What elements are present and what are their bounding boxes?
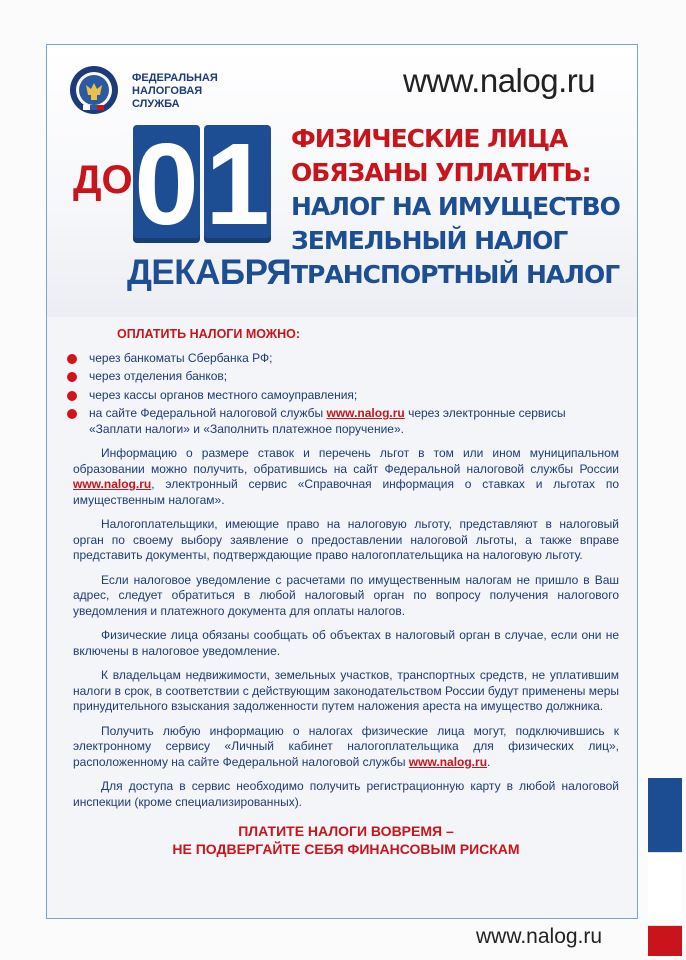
nalog-link[interactable]: www.nalog.ru bbox=[408, 754, 488, 769]
paragraph: Если налоговое уведомление с расчетами по имущественным налогам не пришло в Ваш адрес, следует обратиться в любой налоговый орган по вопросу получения налогового уведомления и платежного документа для оплаты налогов. bbox=[73, 572, 619, 618]
paragraph-text: Информацию о размере ставок и перечень льгот в том или ином муниципальном образовании можно получить, обратившись на сайт Федеральной налоговой службы России bbox=[73, 446, 619, 476]
org-name bbox=[132, 72, 252, 111]
list-item-text: через банкоматы Сбербанка РФ; bbox=[89, 350, 273, 365]
slogan-line1: ПЛАТИТЕ НАЛОГИ ВОВРЕМЯ – bbox=[238, 823, 454, 839]
headline-line: НАЛОГ НА ИМУЩЕСТВО bbox=[291, 192, 620, 221]
header bbox=[47, 45, 637, 317]
paragraph-text: , электронный сервис «Справочная информация о ставках и льготах по имущественным налогам». bbox=[73, 477, 619, 507]
red-dot-icon bbox=[67, 372, 77, 382]
headline-line: ТРАНСПОРТНЫЙ НАЛОГ bbox=[291, 260, 620, 289]
list-item bbox=[73, 388, 619, 404]
red-dot-icon bbox=[67, 354, 77, 364]
slogan-line2: НЕ ПОДВЕРГАЙТЕ СЕБЯ ФИНАНСОВЫМ РИСКАМ bbox=[172, 841, 520, 857]
headline-line: ФИЗИЧЕСКИЕ ЛИЦА bbox=[291, 124, 568, 153]
nalog-link[interactable]: www.nalog.ru bbox=[73, 477, 152, 491]
slogan bbox=[73, 822, 619, 858]
website-url-bottom: www.nalog.ru bbox=[476, 925, 603, 948]
headline bbox=[291, 122, 636, 292]
red-dot-icon bbox=[67, 391, 77, 401]
decor-stripe-blue bbox=[648, 778, 682, 852]
nalog-link[interactable]: www.nalog.ru bbox=[326, 406, 405, 420]
list-item-text: на сайте Федеральной налоговой службы bbox=[89, 406, 327, 420]
list-item-text: через кассы органов местного самоуправления; bbox=[89, 387, 358, 402]
red-dot-icon bbox=[67, 409, 77, 419]
payment-methods-list bbox=[73, 351, 619, 438]
paragraph-text: . bbox=[487, 754, 491, 769]
body-text bbox=[73, 327, 619, 858]
paragraph: К владельцам недвижимости, земельных участков, транспортных средств, не уплатившим налоги в срок, в соответствии с действующим законодательством России будут применены меры принудительного взыскания задолженности путем наложения ареста на имущество должника. bbox=[73, 668, 619, 713]
decor-stripe-red bbox=[648, 926, 682, 956]
deadline-prefix: ДО bbox=[73, 158, 133, 202]
deadline-digit-1: 0 bbox=[134, 125, 199, 243]
paragraph: Физические лица обязаны сообщать об объектах в налоговый орган в случае, если они не включены в налоговое уведомление. bbox=[73, 628, 619, 658]
website-url-top: www.nalog.ru bbox=[403, 62, 596, 99]
headline-line: ЗЕМЕЛЬНЫЙ НАЛОГ bbox=[291, 226, 568, 255]
list-item bbox=[73, 351, 619, 367]
deadline-month: ДЕКАБРЯ bbox=[127, 253, 292, 292]
org-name-line2: НАЛОГОВАЯ СЛУЖБА bbox=[132, 85, 203, 110]
paragraph: Для доступа в сервис необходимо получить регистрационную карту в любой налоговой инспекции (кроме специализированных). bbox=[73, 779, 619, 809]
list-item-text: через электронные сервисы «Заплати налоги» и «Заполнить платежное поручение». bbox=[89, 406, 566, 436]
payment-methods-title: ОПЛАТИТЬ НАЛОГИ МОЖНО: bbox=[117, 327, 301, 341]
list-item bbox=[73, 369, 619, 385]
paragraph: Налогоплательщики, имеющие право на налоговую льготу, представляют в налоговый орган по своему выбору заявление о предоставлении налоговой льготы, а также вправе представить документы, подтверждающие право налогоплательщика на налоговую льготу. bbox=[73, 517, 619, 562]
deadline-digit-2: 1 bbox=[205, 125, 270, 243]
org-name-line1: ФЕДЕРАЛЬНАЯ bbox=[132, 72, 218, 84]
headline-line: ОБЯЗАНЫ УПЛАТИТЬ: bbox=[291, 158, 591, 187]
paragraph bbox=[73, 446, 619, 508]
decor-stripe-white bbox=[648, 852, 682, 926]
poster bbox=[46, 44, 638, 919]
list-item-text: через отделения банков; bbox=[89, 369, 228, 383]
list-item bbox=[73, 406, 619, 437]
fns-emblem-icon bbox=[69, 65, 119, 115]
paragraph bbox=[73, 724, 619, 771]
paragraph-text: Получить любую информацию о налогах физические лица могут, подключившись к электронному сервису «Личный кабинет налогоплательщика для физических лиц», расположенному на сайте Федеральной налоговой службы bbox=[73, 723, 619, 769]
